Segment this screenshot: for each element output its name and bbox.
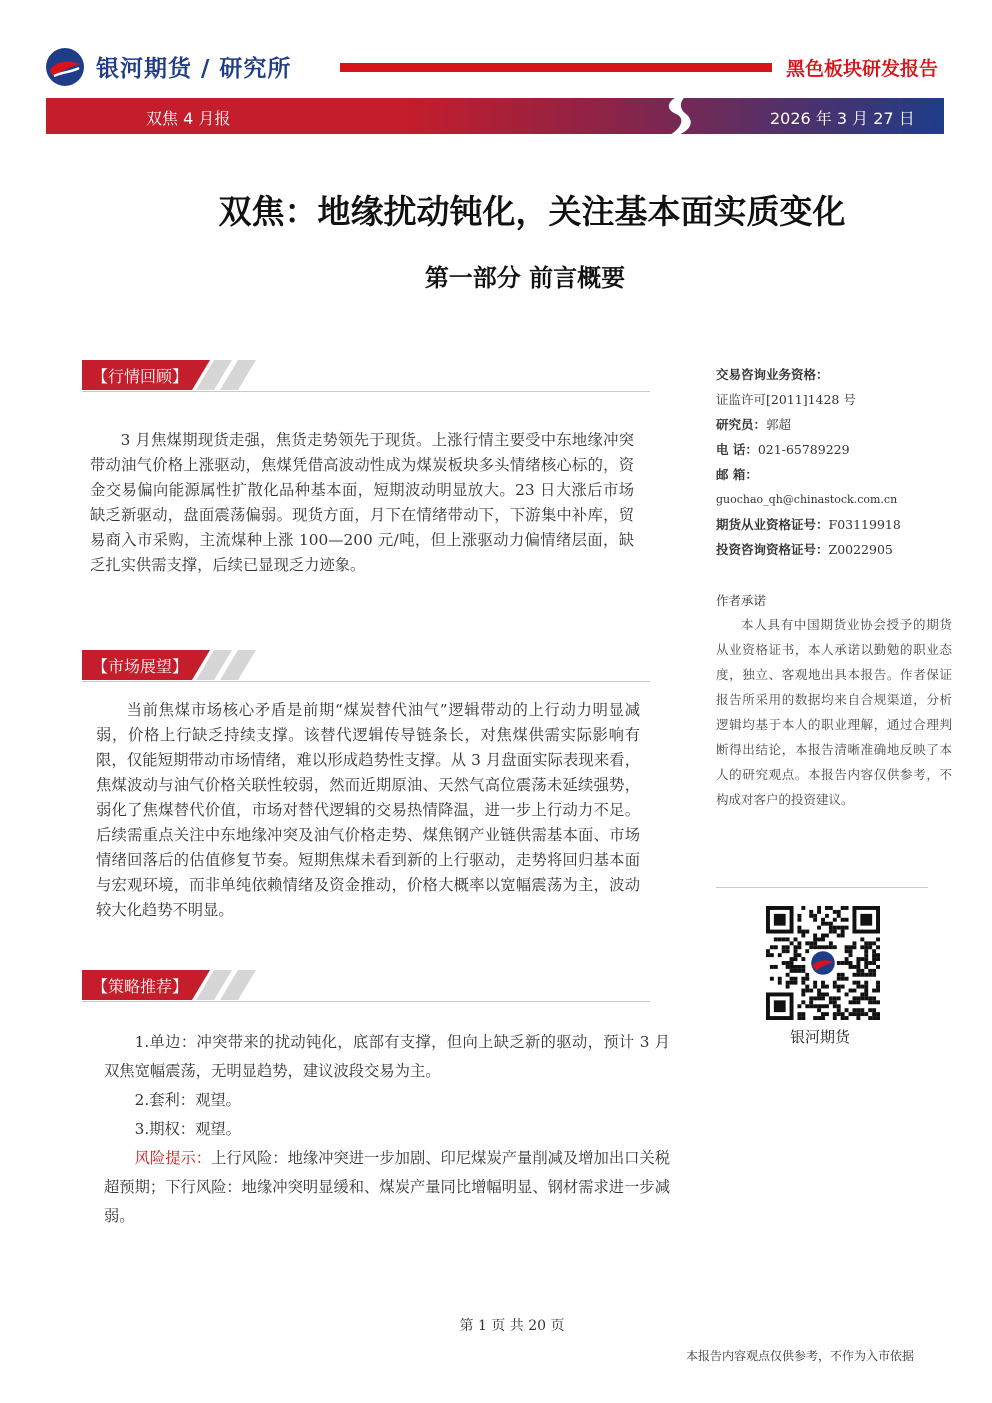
strategy-item: 2.套利：观望。 (134, 1091, 241, 1109)
outlook-paragraph: 当前焦煤市场核心矛盾是前期“煤炭替代油气”逻辑带动的上行动力明显减弱，价格上行缺乏持续支撑。该替代逻辑传导链条长，对焦煤供需实际影响有限，仅能短期带动市场情绪，难以形成趋势性支撑。从 3 月盘面实际表现来看，焦煤波动与油气价格关联性较弱，然而近期原油、天然气高位震荡未延续强势，弱化了焦煤替代价值，市场对替代逻辑的交易热情降温，进一步上行动力不足。后续需重点关注中东地缘冲突及油气价格走势、煤焦钢产业链供需基本面、市场情绪回落后的估值修复节奏。短期焦煤未看到新的上行驱动，走势将回归基本面与宏观环境，而非单纯依赖情绪及资金推动，价格大概率以宽幅震荡为主，波动较大化趋势不明显。 (96, 701, 640, 919)
risk-label: 风险提示： (134, 1149, 212, 1167)
report-type: 黑色板块研发报告 (786, 58, 939, 80)
strategy-item: 3.期权：观望。 (134, 1120, 241, 1138)
promise-text: 本人具有中国期货业协会授予的期货从业资格证书，本人承诺以勤勉的职业态度，独立、客观地出具本报告。作者保证报告所采用的数据均来自合规渠道，分析逻辑均基于本人的职业理解，通过合理判断得出结论，本报告清晰准确地反映了本人的研究观点。本报告内容仅供参考，不构成对客户的投资建议。 (716, 617, 952, 807)
galaxy-logo-icon (44, 46, 86, 88)
swoosh-icon (652, 92, 708, 140)
qr-code-icon (766, 906, 880, 1020)
brand-name: 银河期货 / 研究所 (96, 56, 292, 82)
report-title: 双焦：地缘扰动钝化，关注基本面实质变化 (218, 192, 846, 231)
sidebar-divider (716, 887, 928, 888)
strategy-item: 1.单边：冲突带来的扰动钝化，底部有支撑，但向上缺乏新的驱动，预计 3 月双焦宽幅震荡，无明显趋势，建议波段交易为主。 (104, 1033, 670, 1080)
invest-label: 投资咨询资格证号： (716, 542, 829, 557)
divider (82, 391, 650, 392)
tag-label: 【行情回顾】 (92, 367, 189, 386)
qualification-title: 交易咨询业务资格： (716, 367, 829, 382)
promise-title: 作者承诺 (716, 593, 767, 608)
page-number: 第 1 页 共 20 页 (459, 1318, 565, 1334)
divider (82, 1001, 650, 1002)
report-series: 双焦 4 月报 (146, 109, 231, 128)
header-red-line (340, 63, 772, 72)
futures-label: 期货从业资格证号： (716, 517, 829, 532)
report-date: 2026 年 3 月 27 日 (770, 109, 915, 128)
analyst-info (716, 362, 946, 562)
divider (82, 681, 650, 682)
footer-disclaimer: 本报告内容观点仅供参考，不作为入市依据 (686, 1349, 915, 1363)
qr-caption: 银河期货 (790, 1028, 851, 1046)
tag-label: 【市场展望】 (92, 657, 189, 676)
analyst-name: 郭超 (766, 417, 792, 432)
analyst-label: 研究员： (716, 417, 767, 432)
phone-number: 021-65789229 (757, 442, 850, 457)
email-label: 邮 箱： (716, 467, 758, 482)
risk-notice (104, 1144, 670, 1231)
strategy-block (104, 1028, 670, 1231)
risk-text: 上行风险：地缘冲突进一步加剧、印尼煤炭产量削减及增加出口关税超预期；下行风险：地缘冲突明显缓和、煤炭产量同比增幅明显、钢材需求进一步减弱。 (104, 1149, 671, 1225)
section-title: 第一部分 前言概要 (424, 264, 626, 292)
review-paragraph: 3 月焦煤期现货走强，焦货走势领先于现货。上涨行情主要受中东地缘冲突带动油气价格上涨驱动，焦煤凭借高波动性成为煤炭板块多头情绪核心标的，资金交易偏向能源属性扩散化品种基本面，短期波动明显放大。23 日大涨后市场缺乏新驱动，盘面震荡偏弱。现货方面，月下在情绪带动下，下游集中补库，贸易商入市采购，主流煤种上涨 100—200 元/吨，但上涨驱动力偏情绪层面，缺乏扎实供需支撑，后续已显现乏力迹象。 (90, 431, 634, 574)
futures-number: F03119918 (828, 517, 901, 532)
invest-number: Z0022905 (828, 542, 893, 557)
tag-label: 【策略推荐】 (92, 977, 189, 996)
phone-label: 电 话： (716, 442, 758, 457)
email-address[interactable]: guochao_qh@chinastock.com.cn (716, 493, 898, 506)
license-number: 证监许可[2011]1428 号 (716, 392, 856, 407)
